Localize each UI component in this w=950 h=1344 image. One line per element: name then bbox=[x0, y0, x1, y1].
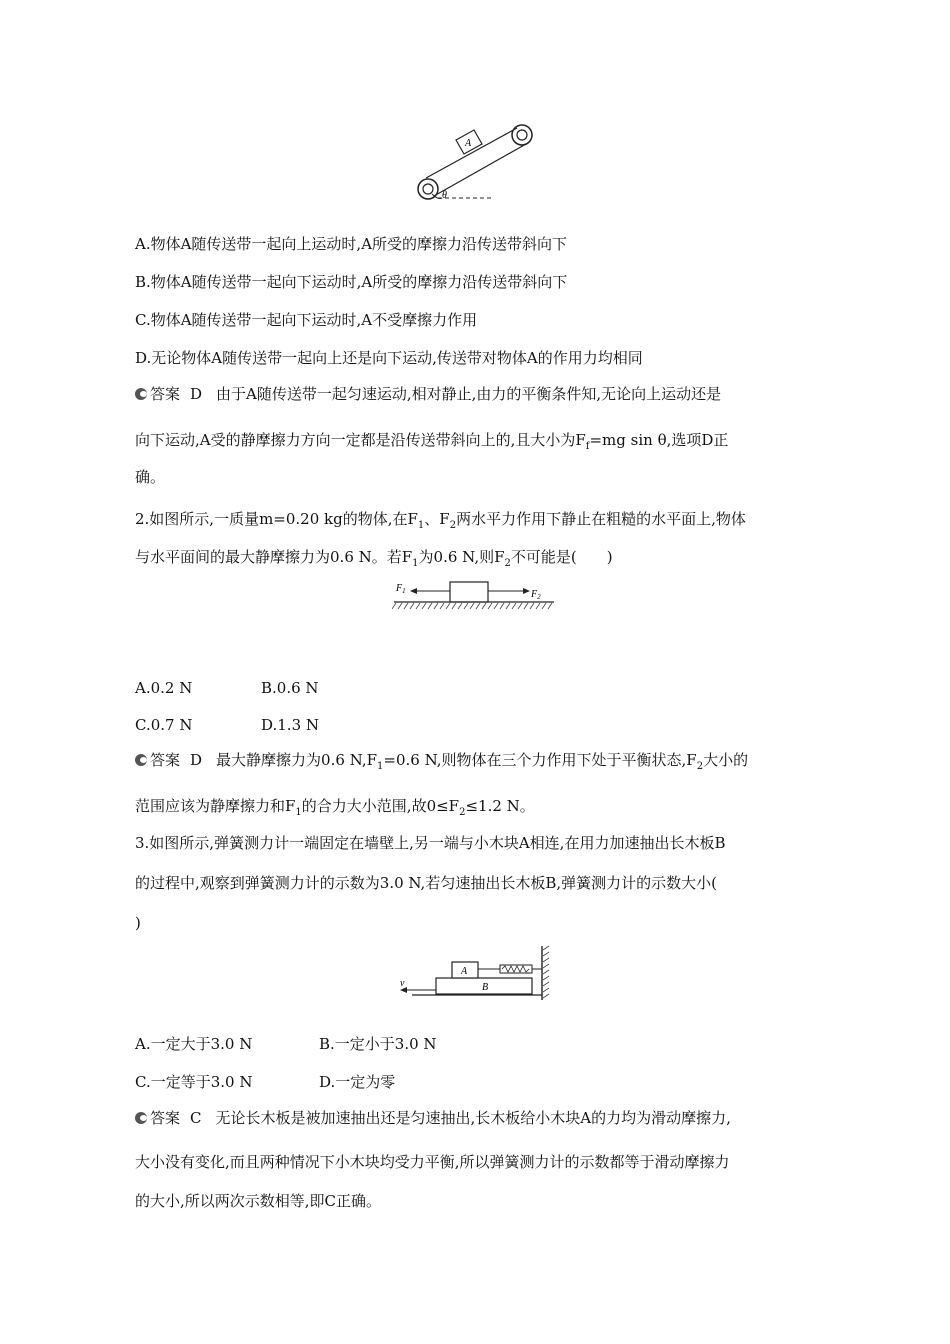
f1-label: $F_1$ bbox=[396, 583, 406, 595]
q1-answer-line3: 确。 bbox=[135, 468, 166, 486]
q2-option-c: C.0.7 N bbox=[135, 716, 193, 734]
q1-option-d: D.无论物体A随传送带一起向上还是向下运动,传送带对物体A的作用力均相同 bbox=[135, 349, 643, 367]
answer-label: 答案 bbox=[150, 385, 181, 403]
block-a-label: A bbox=[461, 966, 468, 977]
forces-figure bbox=[392, 578, 558, 618]
q3-stem-line3: ) bbox=[135, 914, 141, 932]
conveyor-figure bbox=[412, 118, 542, 208]
q3-option-b: B.一定小于3.0 N bbox=[319, 1035, 437, 1053]
f2-label: $F_2$ bbox=[531, 589, 541, 601]
q2-option-b: B.0.6 N bbox=[261, 679, 319, 697]
answer-icon bbox=[135, 1112, 147, 1124]
q2-options-row1 bbox=[135, 677, 319, 699]
answer-letter: C bbox=[190, 1109, 202, 1127]
velocity-label: v bbox=[400, 978, 405, 989]
q2-option-a: A.0.2 N bbox=[135, 679, 193, 697]
q3-option-a: A.一定大于3.0 N bbox=[135, 1035, 253, 1053]
q3-answer-line2: 大小没有变化,而且两种情况下小木块均受力平衡,所以弹簧测力计的示数都等于滑动摩擦力 bbox=[135, 1153, 730, 1171]
q3-options-row2 bbox=[135, 1071, 395, 1093]
q2-option-d: D.1.3 N bbox=[261, 716, 320, 734]
q1-option-a: A.物体A随传送带一起向上运动时,A所受的摩擦力沿传送带斜向下 bbox=[135, 235, 568, 253]
q3-options-row1 bbox=[135, 1033, 437, 1055]
q3-answer-line3: 的大小,所以两次示数相等,即C正确。 bbox=[135, 1192, 382, 1210]
q3-option-d: D.一定为零 bbox=[319, 1073, 396, 1091]
q2-answer-line2: 范围应该为静摩擦力和$F_1$的合力大小范围,故$0\le F_2\le 1.2$ N。 bbox=[135, 797, 535, 818]
answer-label: 答案 bbox=[150, 751, 181, 769]
answer-letter: D bbox=[190, 385, 203, 403]
q3-stem-line2: 的过程中,观察到弹簧测力计的示数为3.0 N,若匀速抽出长木板B,弹簧测力计的示数大小( bbox=[135, 874, 717, 892]
answer-icon bbox=[135, 388, 147, 400]
block-a-label: A bbox=[465, 138, 472, 149]
q1-answer-line1 bbox=[135, 383, 721, 405]
answer-text: 由于A随传送带一起匀速运动,相对静止,由力的平衡条件知,无论向上运动还是 bbox=[216, 385, 722, 403]
spring-scale-figure bbox=[392, 944, 558, 1002]
q1-option-b: B.物体A随传送带一起向下运动时,A所受的摩擦力沿传送带斜向下 bbox=[135, 273, 568, 291]
q3-answer-line1: 答案 C 无论长木板是被加速抽出还是匀速抽出,长木板给小木块A的力均为滑动摩擦力, bbox=[135, 1107, 731, 1129]
q2-stem-line1: 2.如图所示,一质量m=0.20 kg的物体,在$F_1$、$F_2$两水平力作用下静止在粗糙的水平面上,物体 bbox=[135, 510, 746, 531]
q3-stem-line1: 3.如图所示,弹簧测力计一端固定在墙壁上,另一端与小木块A相连,在用力加速抽出长木板B bbox=[135, 834, 726, 852]
answer-label: 答案 bbox=[150, 1109, 181, 1127]
board-b-label: B bbox=[482, 982, 489, 993]
q1-answer-line2: 向下运动,A受的静摩擦力方向一定都是沿传送带斜向上的,且大小为$F_f=mg$ sin θ,选项D正 bbox=[135, 431, 729, 452]
q2-answer-line1: 答案 D 最大静摩擦力为0.6 $N,F_1=0.6$ N,则物体在三个力作用下处于平衡状态$,F_2$大小的 bbox=[135, 749, 748, 778]
q1-option-c: C.物体A随传送带一起向下运动时,A不受摩擦力作用 bbox=[135, 311, 478, 329]
q3-option-c: C.一定等于3.0 N bbox=[135, 1073, 253, 1091]
answer-letter: D bbox=[190, 751, 203, 769]
angle-theta-label: θ bbox=[442, 190, 447, 201]
answer-icon bbox=[135, 754, 147, 766]
q2-options-row2 bbox=[135, 714, 319, 736]
q2-stem-line2: 与水平面间的最大静摩擦力为0.6 N。若$F_1$为0.6 N,则$F_2$不可能是( ) bbox=[135, 548, 613, 569]
